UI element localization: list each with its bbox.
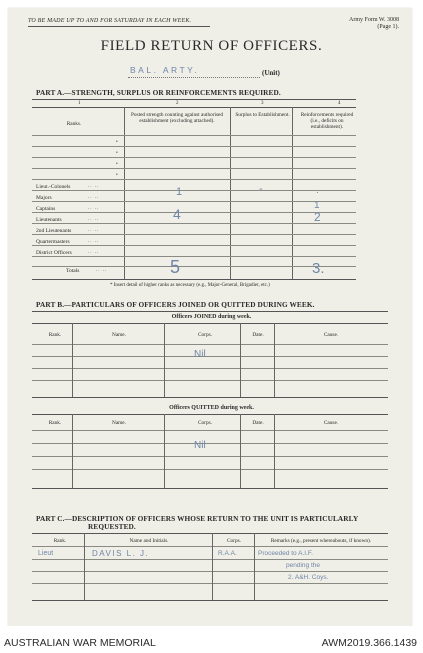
leader-dots: .. .. bbox=[88, 250, 100, 255]
part-a-row-line bbox=[32, 168, 356, 169]
part-a-row-line bbox=[32, 234, 356, 235]
army-form-number bbox=[349, 17, 399, 31]
joined-col-corps: Corps. bbox=[198, 332, 212, 338]
hand-total-posted: 5 bbox=[170, 257, 181, 277]
joined-row-line bbox=[32, 356, 388, 357]
quitted-col-corps: Corps. bbox=[198, 420, 212, 426]
hand-posted-majors: 1 bbox=[176, 186, 183, 198]
joined-col-name: Name. bbox=[112, 332, 126, 338]
rank-label: Lieut.-Colonels bbox=[36, 184, 71, 190]
leader-dots: .. .. bbox=[88, 228, 100, 233]
unit-line bbox=[128, 77, 260, 78]
quitted-col-line bbox=[164, 414, 165, 488]
top-note-underline bbox=[28, 26, 210, 27]
rank-label: 2nd Lieutenants bbox=[36, 228, 72, 234]
part-c-col-remarks: Remarks (e.g., present whereabouts, if known). bbox=[270, 538, 372, 544]
rank-label: Majors bbox=[36, 195, 52, 201]
hand-surplus: - bbox=[259, 183, 263, 195]
rank-label: Lieutenants bbox=[36, 217, 62, 223]
part-c-header-rule bbox=[32, 546, 388, 547]
leader-dots: .. .. bbox=[88, 239, 100, 244]
part-c-col-line bbox=[254, 533, 255, 600]
totals-label: Totals bbox=[66, 268, 80, 274]
part-a-col-line-3 bbox=[292, 107, 293, 279]
part-c-heading-line2: REQUESTED. bbox=[88, 522, 136, 531]
part-a-row-line bbox=[32, 245, 356, 246]
joined-col-line bbox=[274, 323, 275, 397]
part-a-col-line-1 bbox=[124, 107, 125, 279]
part-a-row-line bbox=[32, 157, 356, 158]
col-header-posted: Posted strength counting against authorised establishment (excluding attached). bbox=[130, 112, 224, 124]
joined-row-line bbox=[32, 380, 388, 381]
joined-bottom-rule bbox=[32, 397, 388, 398]
part-a-bottom-rule bbox=[32, 279, 356, 280]
quitted-col-rank: Rank. bbox=[48, 420, 62, 426]
hand-reinf-captains: 2 bbox=[314, 210, 321, 224]
col-num-2: 2 bbox=[176, 101, 179, 106]
blank-rank-marker: • bbox=[116, 140, 118, 145]
quitted-header-rule bbox=[32, 430, 388, 431]
leader-dots: .. .. bbox=[96, 268, 108, 273]
part-a-row-line bbox=[32, 266, 356, 267]
part-c-hand-name: DAVIS L. J. bbox=[92, 549, 150, 558]
part-c-heading: PART C.—DESCRIPTION OF OFFICERS WHOSE RETURN TO THE UNIT IS PARTICULARLY bbox=[36, 514, 359, 523]
part-c-hand-rank: Lieut bbox=[38, 550, 54, 557]
joined-nil-hand: Nil bbox=[194, 349, 206, 360]
quitted-col-name: Name. bbox=[112, 420, 126, 426]
joined-col-cause: Cause. bbox=[323, 332, 339, 338]
part-c-bottom-rule bbox=[32, 600, 388, 601]
part-a-row-line bbox=[32, 223, 356, 224]
form-title: FIELD RETURN OF OFFICERS. bbox=[100, 38, 323, 54]
joined-heading: Officers JOINED during week. bbox=[171, 314, 252, 320]
joined-col-rank: Rank. bbox=[48, 332, 62, 338]
rank-label: Quartermasters bbox=[36, 239, 70, 245]
hand-reinf-majors: 1 bbox=[314, 200, 320, 211]
hand-total-reinf: 3. bbox=[312, 260, 325, 277]
top-note: TO BE MADE UP TO AND FOR SATURDAY IN EACH WEEK. bbox=[28, 18, 192, 24]
quitted-row-line bbox=[32, 469, 388, 470]
part-c-col-name: Name and Initials. bbox=[129, 538, 169, 544]
blank-rank-marker: • bbox=[116, 162, 118, 167]
leader-dots: .. .. bbox=[88, 217, 100, 222]
joined-col-line bbox=[72, 323, 73, 397]
part-a-top-rule bbox=[32, 99, 356, 100]
col-header-reinforcements: Reinforcements required (i.e., deficits on establishment). bbox=[300, 112, 354, 130]
part-a-footnote: * Insert detail of higher ranks as necessary (e.g., Major-General, Brigadier, etc.) bbox=[110, 283, 270, 288]
part-c-hand-remarks-1: Proceeded to A.I.F. bbox=[258, 550, 313, 557]
part-b-heading: PART B.—PARTICULARS OF OFFICERS JOINED OR QUITTED DURING WEEK. bbox=[36, 300, 315, 309]
leader-dots: .. .. bbox=[88, 206, 100, 211]
part-a-heading: PART A.—STRENGTH, SURPLUS OR REINFORCEMENTS REQUIRED. bbox=[36, 88, 281, 97]
quitted-row-line bbox=[32, 456, 388, 457]
joined-header-rule bbox=[32, 344, 388, 345]
caption-bar bbox=[0, 626, 423, 653]
hand-posted-captains: 4 bbox=[173, 206, 181, 222]
part-c-row-line bbox=[32, 559, 388, 560]
part-c-top-rule bbox=[32, 533, 388, 534]
joined-row-line bbox=[32, 368, 388, 369]
part-c-col-corps: Corps. bbox=[227, 538, 241, 544]
quitted-col-line bbox=[274, 414, 275, 488]
leader-dots: .. .. bbox=[88, 195, 100, 200]
part-c-row-line bbox=[32, 571, 388, 572]
unit-label: (Unit) bbox=[262, 69, 280, 77]
part-c-col-rank: Rank. bbox=[53, 538, 67, 544]
blank-rank-marker: • bbox=[116, 173, 118, 178]
leader-dots: .. .. bbox=[88, 184, 100, 189]
quitted-col-line bbox=[72, 414, 73, 488]
part-c-hand-remarks-3: 2. A&H. Coys. bbox=[288, 574, 329, 581]
hand-reinf-dot: . bbox=[316, 185, 319, 196]
part-a-col-line-2 bbox=[230, 107, 231, 279]
rank-label: District Officers bbox=[36, 250, 72, 256]
col-num-4: 4 bbox=[338, 101, 341, 106]
army-form-label: Army Form W. 3008 bbox=[348, 17, 399, 23]
part-c-hand-corps: R.A.A. bbox=[218, 550, 237, 557]
part-a-row-line bbox=[32, 212, 356, 213]
joined-subhead-rule bbox=[32, 323, 388, 324]
part-a-row-line bbox=[32, 190, 356, 191]
part-c-col-line bbox=[84, 533, 85, 600]
quitted-nil-hand: Nil bbox=[194, 440, 206, 451]
caption-source: AUSTRALIAN WAR MEMORIAL bbox=[4, 637, 156, 649]
part-c-row-line bbox=[32, 583, 388, 584]
quitted-heading: Officers QUITTED during week. bbox=[169, 405, 254, 411]
quitted-bottom-rule bbox=[32, 488, 388, 489]
col-num-1: 1 bbox=[78, 101, 81, 106]
part-a-row-line bbox=[32, 256, 356, 257]
quitted-top-rule bbox=[32, 414, 388, 415]
page-label: (Page 1). bbox=[377, 24, 399, 30]
unit-handwritten: BAL. ARTY. bbox=[130, 65, 200, 75]
col-header-ranks: Ranks. bbox=[66, 121, 82, 127]
col-num-3: 3 bbox=[261, 101, 264, 106]
part-a-row-line bbox=[32, 179, 356, 180]
blank-rank-marker: • bbox=[116, 151, 118, 156]
joined-col-line bbox=[240, 323, 241, 397]
rank-label: Captains bbox=[36, 206, 56, 212]
joined-col-date: Date. bbox=[252, 332, 264, 338]
part-a-row-line bbox=[32, 135, 356, 136]
caption-accession: AWM2019.366.1439 bbox=[321, 637, 417, 649]
part-a-row-line bbox=[32, 146, 356, 147]
joined-col-line bbox=[164, 323, 165, 397]
quitted-col-line bbox=[240, 414, 241, 488]
quitted-col-cause: Cause. bbox=[323, 420, 339, 426]
part-b-top-rule bbox=[32, 311, 388, 312]
col-header-surplus: Surplus to Establishment. bbox=[235, 112, 290, 118]
quitted-row-line bbox=[32, 443, 388, 444]
quitted-col-date: Date. bbox=[252, 420, 264, 426]
part-a-row-line bbox=[32, 201, 356, 202]
part-a-num-rule bbox=[32, 107, 356, 108]
part-c-col-line bbox=[212, 533, 213, 600]
part-c-hand-remarks-2: pending the bbox=[286, 562, 320, 569]
